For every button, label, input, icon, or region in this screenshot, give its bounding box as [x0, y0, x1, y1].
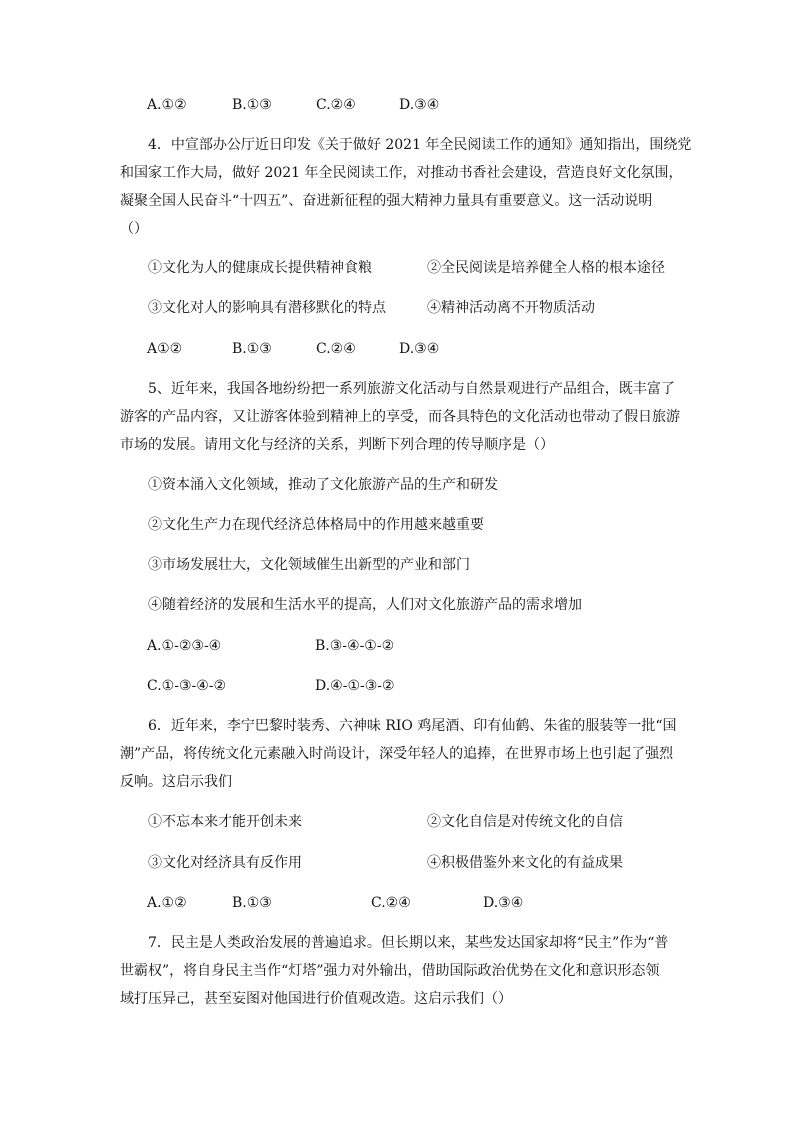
statement-option: ②文化生产力在现代经济总体格局中的作用越来越重要 [148, 517, 484, 533]
question-text-line: 反响。这启示我们 [120, 774, 232, 790]
statement-option: ④积极借鉴外来文化的有益成果 [427, 855, 623, 871]
question-text-line: 潮”产品，将传统文化元素融入时尚设计，深受年轻人的追捧，在世界市场上也引起了强烈 [120, 746, 674, 762]
answer-choice: A.①② [147, 895, 187, 911]
answer-choice: C.①-③-④-② [147, 678, 227, 694]
answer-choice: A①② [147, 341, 183, 357]
question-text-line: 凝聚全国人民奋斗“十四五”、奋进新征程的强大精神力量具有重要意义。这一活动说明 [120, 193, 653, 209]
answer-choice: C.②④ [316, 97, 356, 113]
statement-option: ①不忘本来才能开创未来 [148, 814, 302, 830]
answer-choice: D.③④ [399, 97, 440, 113]
answer-choice: A.①② [147, 97, 187, 113]
statement-option: ④精神活动离不开物质活动 [427, 300, 595, 316]
statement-option: ④随着经济的发展和生活水平的提高，人们对文化旅游产品的需求增加 [148, 597, 582, 613]
statement-option: ①文化为人的健康成长提供精神食粮 [148, 260, 372, 276]
answer-choice: C.②④ [371, 895, 411, 911]
question-text-line: 4．中宣部办公厅近日印发《关于做好 2021 年全民阅读工作的通知》通知指出，围绕党 [148, 137, 692, 153]
answer-choice: D.③④ [399, 341, 440, 357]
question-text-line: 和国家工作大局，做好 2021 年全民阅读工作，对推动书香社会建设，营造良好文化氛围， [120, 165, 683, 181]
answer-choice: B.①③ [232, 895, 272, 911]
question-text-line: 世霸权”，将自身民主当作“灯塔”强力对外输出，借助国际政治优势在文化和意识形态领 [120, 963, 660, 979]
answer-choice: B.③-④-①-② [315, 638, 395, 654]
statement-option: ③文化对经济具有反作用 [148, 855, 302, 871]
statement-option: ②全民阅读是培养健全人格的根本途径 [427, 260, 665, 276]
statement-option: ③市场发展壮大，文化领域催生出新型的产业和部门 [148, 557, 470, 573]
question-text-line: 7．民主是人类政治发展的普遍追求。但长期以来，某些发达国家却将“民主”作为“普 [148, 935, 669, 951]
answer-choice: D.③④ [483, 895, 524, 911]
question-text-line: （） [120, 221, 148, 237]
answer-choice: D.④-①-③-② [315, 678, 395, 694]
answer-choice: B.①③ [232, 341, 272, 357]
answer-choice: A.①-②③-④ [147, 638, 222, 654]
answer-choice: B.①③ [232, 97, 272, 113]
statement-option: ①资本涌入文化领域，推动了文化旅游产品的生产和研发 [148, 477, 498, 493]
answer-choice: C.②④ [316, 341, 356, 357]
question-text-line: 6．近年来，李宁巴黎时装秀、六神味 RIO 鸡尾酒、印有仙鹤、朱雀的服装等一批“国 [148, 718, 677, 734]
statement-option: ③文化对人的影响具有潜移默化的特点 [148, 300, 386, 316]
question-text-line: 5、近年来，我国各地纷纷把一系列旅游文化活动与自然景观进行产品组合，既丰富了 [148, 381, 675, 397]
statement-option: ②文化自信是对传统文化的自信 [427, 814, 623, 830]
question-text-line: 市场的发展。请用文化与经济的关系，判断下列合理的传导顺序是（） [120, 437, 554, 453]
question-text-line: 域打压异己，甚至妄图对他国进行价值观改造。这启示我们（） [120, 991, 512, 1007]
question-text-line: 游客的产品内容，又让游客体验到精神上的享受，而各具特色的文化活动也带动了假日旅游 [120, 409, 680, 425]
